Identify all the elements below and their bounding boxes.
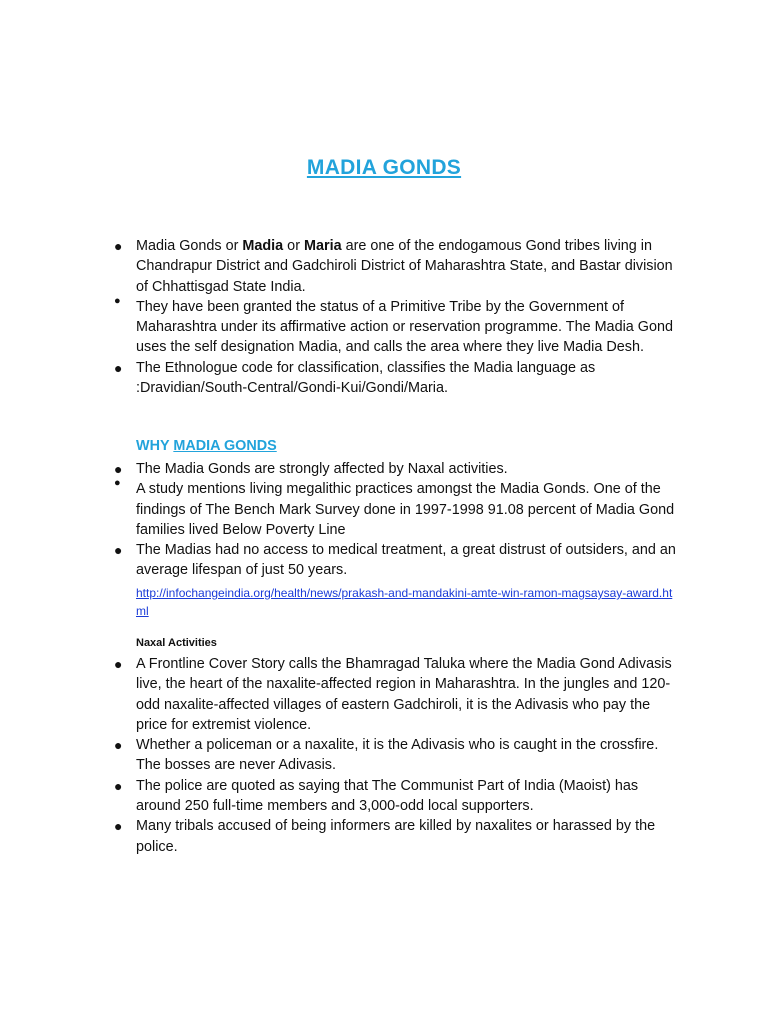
intro-list [0,236,676,398]
list-item-text: The police are quoted as saying that The Communist Part of India (Maoist) has around 250 full-time members and 3,000-odd local supporters. [136,777,639,815]
source-link[interactable]: http://infochangeindia.org/health/news/prakash-and-mandakini-amte-win-ramon-magsaysay-award.html [136,586,673,618]
bullet-icon: ● [114,359,123,376]
list-item-text: They have been granted the status of a Primitive Tribe by the Government of Maharashtra under its affirmative action or reservation programme. The Madia Gond uses the self designation Madia, and calls the area where they live Madia Desh. [136,298,673,356]
list-item-text: Many tribals accused of being informers are killed by naxalites or harassed by the police. [136,818,656,855]
naxal-heading: Naxal Activities [136,637,217,649]
why-heading [136,438,277,454]
list-item [0,735,676,776]
list-item [0,816,676,857]
list-item [0,540,676,581]
list-item-text-mid: or [283,238,304,254]
list-item [0,654,676,735]
bullet-icon: ● [114,818,123,835]
list-item-bold-maria: Maria [303,238,342,254]
bullet-icon: ● [114,542,123,559]
list-item [0,358,676,399]
bullet-icon: ● [114,461,123,477]
list-item-text: The Madias had no access to medical treatment, a great distrust of outsiders, and an average lifespan of just 50 years. [136,542,676,579]
list-item-text-pre: Madia Gonds or [136,238,243,254]
page-title: MADIA GONDS [306,156,462,179]
list-item-bold-madia: Madia [242,238,284,254]
why-list [0,459,676,581]
list-item-text: The Ethnologue code for classification, classifies the Madia language as :Dravidian/South-Central/Gondi-Kui/Gondi/Maria. [136,359,596,397]
bullet-icon: ● [114,737,123,754]
bullet-icon: ● [114,477,121,490]
bullet-icon: ● [114,656,123,672]
why-heading-word: WHY [136,438,170,454]
list-item-text-post: are one of the endogamous Gond tribes living in Chandrapur District and Gadchiroli District of Maharashtra State, and Bastar division of Chhattisgad State India. [136,238,673,295]
list-item-text: A study mentions living megalithic practices amongst the Madia Gonds. One of the findings of The Bench Mark Survey done in 1997-1998 91.08 percent of Madia Gond families lived Below Poverty Line [136,481,675,538]
bullet-icon: ● [114,294,121,307]
list-item-text: The Madia Gonds are strongly affected by Naxal activities. [136,461,508,477]
list-item [0,479,676,540]
list-item [0,776,676,817]
list-item [0,459,676,479]
why-heading-link[interactable]: MADIA GONDS [173,438,277,454]
bullet-icon: ● [114,238,123,254]
bullet-icon: ● [114,777,123,794]
list-item-text: A Frontline Cover Story calls the Bhamragad Taluka where the Madia Gond Adivasis live, the heart of the naxalite-affected region in Maharashtra. In the jungles and 120-odd naxalite-affected villages of eastern Gadchiroli, it is the Adivasis who pay the price for extremist violence. [136,656,672,733]
list-item [0,236,676,297]
naxal-list [0,654,676,857]
list-item-text: Whether a policeman or a naxalite, it is the Adivasis who is caught in the crossfire. The bosses are never Adivasis. [136,737,659,774]
list-item [0,294,676,358]
